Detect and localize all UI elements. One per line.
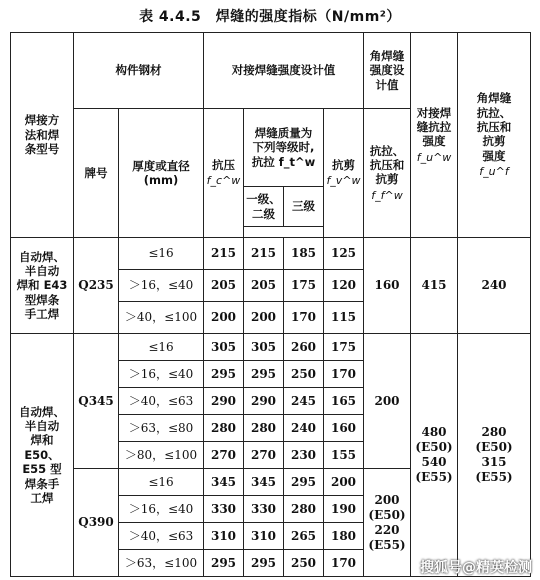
compression-cell: 270 [204, 442, 244, 469]
header-fillet-ultimate [458, 33, 531, 238]
tension-grade3-cell: 240 [284, 415, 324, 442]
compression-cell: 310 [204, 523, 244, 550]
tension-grade3-cell: 280 [284, 496, 324, 523]
shear-cell: 165 [324, 388, 364, 415]
header-fillet-ultimate-label: 角焊缝 抗拉、 抗压和 抗剪 强度 [476, 91, 512, 163]
header-fillet-ultimate-symbol: f_u^f [479, 165, 509, 179]
header-row-1 [11, 33, 531, 109]
tension-grade3-cell: 245 [284, 388, 324, 415]
tension-grade12-cell: 295 [244, 361, 284, 388]
header-method: 焊接方 法和焊 条型号 [11, 33, 74, 238]
q390-grade: Q390 [74, 469, 119, 577]
tension-grade12-cell: 305 [244, 334, 284, 361]
thickness-cell: ＞16，≤40 [119, 361, 204, 388]
thickness-cell: ＞63，≤100 [119, 550, 204, 577]
tension-grade3-cell: 185 [284, 238, 324, 270]
tension-grade3-cell: 175 [284, 270, 324, 302]
tension-grade3-cell: 250 [284, 550, 324, 577]
compression-cell: 295 [204, 550, 244, 577]
tension-grade12-cell: 345 [244, 469, 284, 496]
tension-grade12-cell: 270 [244, 442, 284, 469]
header-fillet-design: 角焊缝 强度设 计值 [364, 33, 411, 109]
weld-strength-table [10, 32, 531, 577]
thickness-cell: ＞80，≤100 [119, 442, 204, 469]
group2-method: 自动焊、 半自动 焊和 E50、 E55 型 焊条手 工焊 [11, 334, 74, 577]
shear-cell: 170 [324, 361, 364, 388]
header-butt-ultimate [411, 33, 458, 238]
thickness-cell: ＞40，≤63 [119, 523, 204, 550]
tension-grade12-cell: 215 [244, 238, 284, 270]
tension-grade3-cell: 295 [284, 469, 324, 496]
tension-grade3-cell: 170 [284, 302, 324, 334]
shear-cell: 175 [324, 334, 364, 361]
compression-cell: 305 [204, 334, 244, 361]
watermark: 搜狐号@精英检测 [420, 560, 532, 576]
header-butt-design: 对接焊缝强度设计值 [204, 33, 364, 109]
q345-grade: Q345 [74, 334, 119, 469]
shear-cell: 160 [324, 415, 364, 442]
header-fillet-sub-symbol: f_f^w [371, 188, 403, 202]
tension-grade12-cell: 310 [244, 523, 284, 550]
q345-fillet-value: 200 [364, 334, 411, 469]
q390-fillet-value: 200 (E50) 220 (E55) [364, 469, 411, 577]
header-grade: 牌号 [74, 109, 119, 238]
header-fillet-sub [364, 109, 411, 238]
shear-cell: 120 [324, 270, 364, 302]
thickness-cell: ≤16 [119, 334, 204, 361]
compression-cell: 205 [204, 270, 244, 302]
header-thickness: 厚度或直径 (mm) [119, 109, 204, 238]
header-shear-label: 抗剪 [332, 157, 355, 172]
thickness-cell: ＞16，≤40 [119, 270, 204, 302]
header-shear-symbol: f_v^w [326, 174, 361, 188]
shear-cell: 155 [324, 442, 364, 469]
header-compression-symbol: f_c^w [206, 174, 241, 188]
tension-grade12-cell: 290 [244, 388, 284, 415]
header-shear [324, 109, 364, 238]
shear-cell: 190 [324, 496, 364, 523]
thickness-cell: ＞16，≤40 [119, 496, 204, 523]
table-row [11, 334, 531, 361]
group2-fillet-ultimate: 280 (E50) 315 (E55) [458, 334, 531, 577]
group1-fillet-value: 160 [364, 238, 411, 334]
group2-butt-ultimate: 480 (E50) 540 (E55) [411, 334, 458, 577]
thickness-cell: ≤16 [119, 238, 204, 270]
group1-method: 自动焊、 半自动 焊和 E43 型焊条 手工焊 [11, 238, 74, 334]
header-grade-3: 三级 [284, 187, 324, 227]
shear-cell: 115 [324, 302, 364, 334]
shear-cell: 170 [324, 550, 364, 577]
compression-cell: 295 [204, 361, 244, 388]
header-compression [204, 109, 244, 238]
tension-grade12-cell: 295 [244, 550, 284, 577]
shear-cell: 200 [324, 469, 364, 496]
shear-cell: 125 [324, 238, 364, 270]
thickness-cell: ≤16 [119, 469, 204, 496]
thickness-cell: ＞40，≤63 [119, 388, 204, 415]
tension-grade12-cell: 205 [244, 270, 284, 302]
header-butt-ultimate-label: 对接焊 缝抗拉 强度 [416, 105, 452, 149]
table-title: 表 4.4.5 焊缝的强度指标（N/mm²） [139, 9, 401, 25]
compression-cell: 330 [204, 496, 244, 523]
tension-grade12-cell: 200 [244, 302, 284, 334]
header-butt-ultimate-symbol: f_u^w [416, 150, 452, 164]
group1-grade: Q235 [74, 238, 119, 334]
header-grade-1-2: 一级、 二级 [244, 187, 284, 227]
header-compression-label: 抗压 [212, 157, 235, 172]
thickness-cell: ＞63，≤80 [119, 415, 204, 442]
thickness-cell: ＞40，≤100 [119, 302, 204, 334]
tension-grade12-cell: 330 [244, 496, 284, 523]
header-steel: 构件钢材 [74, 33, 204, 109]
tension-grade3-cell: 230 [284, 442, 324, 469]
compression-cell: 345 [204, 469, 244, 496]
tension-grade3-cell: 250 [284, 361, 324, 388]
tension-grade3-cell: 260 [284, 334, 324, 361]
shear-cell: 180 [324, 523, 364, 550]
tension-grade12-cell: 280 [244, 415, 284, 442]
tension-grade3-cell: 265 [284, 523, 324, 550]
header-fillet-sub-label: 抗拉、 抗压和 抗剪 [369, 143, 405, 187]
compression-cell: 215 [204, 238, 244, 270]
compression-cell: 290 [204, 388, 244, 415]
compression-cell: 200 [204, 302, 244, 334]
group1-fillet-ultimate: 240 [458, 238, 531, 334]
header-quality-tension: 焊缝质量为 下列等级时, 抗拉 f_t^w [244, 109, 324, 187]
group1-butt-ultimate: 415 [411, 238, 458, 334]
compression-cell: 280 [204, 415, 244, 442]
table-row [11, 238, 531, 270]
